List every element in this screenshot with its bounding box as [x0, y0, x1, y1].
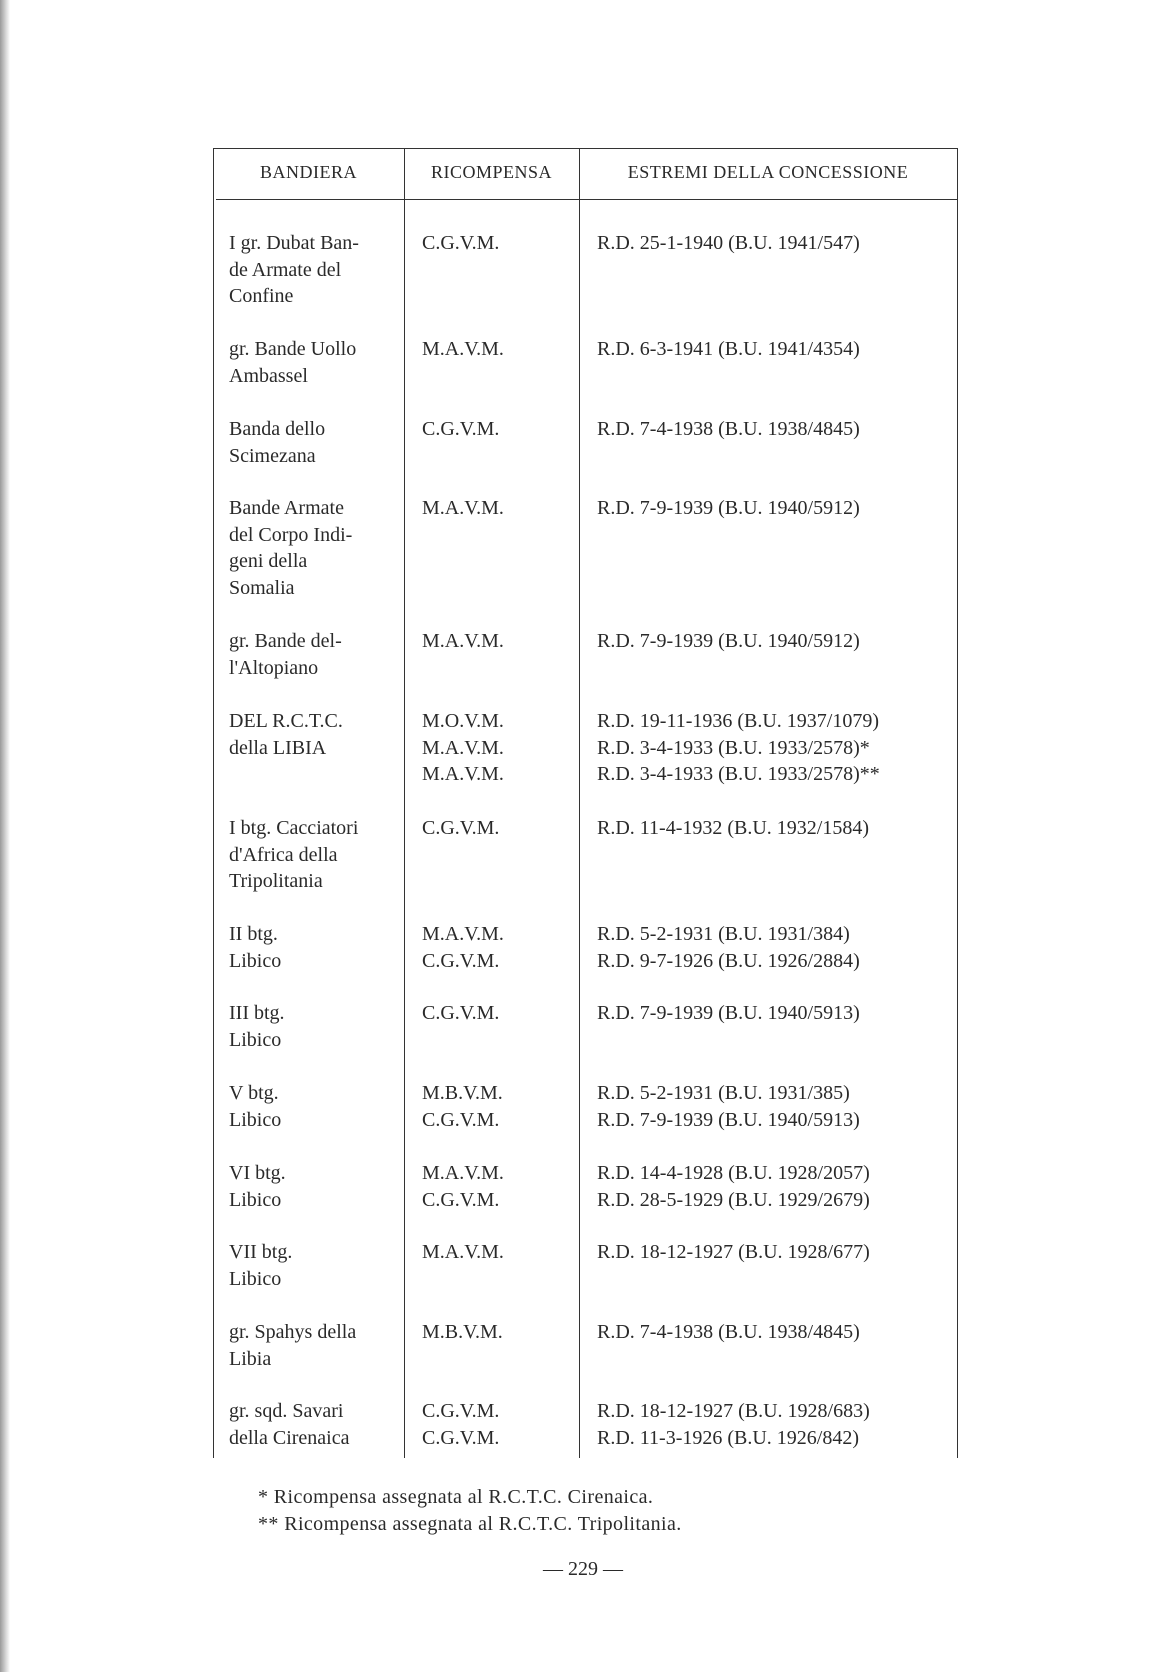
- table-top-rule: [213, 148, 958, 149]
- bandiera-cell: [229, 708, 401, 761]
- cell-line: R.D. 28-5-1929 (B.U. 1929/2679): [597, 1188, 870, 1211]
- table-header-rule: [216, 199, 958, 200]
- cell-line: V btg.: [229, 1082, 279, 1104]
- ricompensa-cell: [422, 1239, 572, 1266]
- estremi-cell: [597, 1239, 957, 1266]
- estremi-cell: [597, 1000, 957, 1027]
- cell-line: VII btg.: [229, 1241, 293, 1263]
- cell-line: della LIBIA: [229, 736, 327, 759]
- cell-line: M.A.V.M.: [422, 923, 504, 945]
- cell-line: R.D. 18-12-1927 (B.U. 1928/683): [597, 1400, 870, 1422]
- cell-line: del Corpo Indi-: [229, 523, 353, 546]
- ricompensa-cell: [422, 1000, 572, 1027]
- cell-line: gr. Bande Uollo: [229, 338, 357, 360]
- cell-line: R.D. 7-9-1939 (B.U. 1940/5913): [597, 1002, 860, 1024]
- cell-line: de Armate del: [229, 258, 342, 281]
- estremi-cell: [597, 336, 957, 363]
- cell-line: R.D. 6-3-1941 (B.U. 1941/4354): [597, 338, 860, 360]
- cell-line: C.G.V.M.: [422, 418, 500, 440]
- estremi-cell: [597, 416, 957, 443]
- cell-line: I gr. Dubat Ban-: [229, 232, 359, 254]
- ricompensa-cell: [422, 230, 572, 257]
- cell-line: Libico: [229, 949, 282, 972]
- cell-line: R.D. 14-4-1928 (B.U. 1928/2057): [597, 1162, 870, 1184]
- cell-line: gr. Bande del-: [229, 630, 342, 652]
- bandiera-cell: [229, 815, 401, 895]
- page-number: — 229 —: [543, 1558, 623, 1580]
- cell-line: gr. sqd. Savari: [229, 1400, 344, 1422]
- estremi-cell: [597, 708, 957, 788]
- ricompensa-cell: [422, 1160, 572, 1213]
- cell-line: Libico: [229, 1108, 282, 1131]
- ricompensa-cell: [422, 708, 572, 788]
- cell-line: Banda dello: [229, 418, 326, 440]
- cell-line: Bande Armate: [229, 497, 344, 519]
- cell-line: DEL R.C.T.C.: [229, 710, 343, 732]
- bandiera-cell: [229, 1160, 401, 1213]
- cell-line: R.D. 5-2-1931 (B.U. 1931/384): [597, 923, 850, 945]
- table-column-rule: [579, 148, 580, 1458]
- cell-line: C.G.V.M.: [422, 1002, 500, 1024]
- estremi-cell: [597, 921, 957, 974]
- footnote: * Ricompensa assegnata al R.C.T.C. Cirenaica.: [258, 1486, 654, 1508]
- cell-line: Ambassel: [229, 364, 308, 387]
- cell-line: M.A.V.M.: [422, 1162, 504, 1184]
- table-column-rule: [404, 148, 405, 1458]
- cell-line: R.D. 7-9-1939 (B.U. 1940/5912): [597, 497, 860, 519]
- cell-line: R.D. 7-4-1938 (B.U. 1938/4845): [597, 1321, 860, 1343]
- cell-line: M.A.V.M.: [422, 497, 504, 519]
- cell-line: C.G.V.M.: [422, 1108, 500, 1131]
- cell-line: M.B.V.M.: [422, 1321, 503, 1343]
- cell-line: R.D. 9-7-1926 (B.U. 1926/2884): [597, 949, 860, 972]
- cell-line: I btg. Cacciatori: [229, 817, 359, 839]
- bandiera-cell: [229, 416, 401, 469]
- bandiera-cell: [229, 1319, 401, 1372]
- cell-line: C.G.V.M.: [422, 232, 500, 254]
- estremi-cell: [597, 1160, 957, 1213]
- cell-line: Tripolitania: [229, 870, 323, 892]
- cell-line: R.D. 7-9-1939 (B.U. 1940/5912): [597, 630, 860, 652]
- bandiera-cell: [229, 1000, 401, 1053]
- cell-line: II btg.: [229, 923, 278, 945]
- cell-line: C.G.V.M.: [422, 1188, 500, 1211]
- ricompensa-cell: [422, 628, 572, 655]
- header-estremi: ESTREMI DELLA CONCESSIONE: [627, 162, 909, 182]
- cell-line: M.B.V.M.: [422, 1082, 503, 1104]
- cell-line: Libico: [229, 1188, 282, 1211]
- cell-line: l'Altopiano: [229, 656, 319, 679]
- estremi-cell: [597, 815, 957, 842]
- estremi-cell: [597, 230, 957, 257]
- estremi-cell: [597, 495, 957, 522]
- cell-line: R.D. 19-11-1936 (B.U. 1937/1079): [597, 710, 880, 732]
- ricompensa-cell: [422, 336, 572, 363]
- cell-line: R.D. 18-12-1927 (B.U. 1928/677): [597, 1241, 870, 1263]
- estremi-cell: [597, 1080, 957, 1133]
- cell-line: Libico: [229, 1267, 282, 1290]
- cell-line: R.D. 5-2-1931 (B.U. 1931/385): [597, 1082, 850, 1104]
- ricompensa-cell: [422, 1080, 572, 1133]
- cell-line: Scimezana: [229, 444, 316, 467]
- bandiera-cell: [229, 1080, 401, 1133]
- cell-line: VI btg.: [229, 1162, 286, 1184]
- bandiera-cell: [229, 230, 401, 310]
- cell-line: M.A.V.M.: [422, 1241, 504, 1263]
- cell-line: M.A.V.M.: [422, 763, 504, 785]
- estremi-cell: [597, 1398, 957, 1451]
- cell-line: R.D. 7-9-1939 (B.U. 1940/5913): [597, 1108, 860, 1131]
- table-column-rule: [957, 148, 958, 1458]
- estremi-cell: [597, 628, 957, 655]
- awards-table: [213, 148, 958, 1458]
- header-bandiera: BANDIERA: [260, 162, 357, 182]
- estremi-cell: [597, 1319, 957, 1346]
- cell-line: R.D. 3-4-1933 (B.U. 1933/2578)*: [597, 736, 870, 759]
- cell-line: R.D. 25-1-1940 (B.U. 1941/547): [597, 232, 860, 254]
- cell-line: R.D. 11-4-1932 (B.U. 1932/1584): [597, 817, 870, 839]
- page-binding-edge: [0, 0, 10, 1672]
- footnote: ** Ricompensa assegnata al R.C.T.C. Tripolitania.: [258, 1513, 682, 1535]
- cell-line: M.A.V.M.: [422, 338, 504, 360]
- cell-line: d'Africa della: [229, 843, 338, 866]
- ricompensa-cell: [422, 1398, 572, 1451]
- bandiera-cell: [229, 495, 401, 601]
- cell-line: C.G.V.M.: [422, 1400, 500, 1422]
- cell-line: C.G.V.M.: [422, 949, 500, 972]
- cell-line: M.A.V.M.: [422, 630, 504, 652]
- cell-line: M.O.V.M.: [422, 710, 504, 732]
- ricompensa-cell: [422, 416, 572, 443]
- cell-line: R.D. 11-3-1926 (B.U. 1926/842): [597, 1426, 860, 1449]
- cell-line: III btg.: [229, 1002, 285, 1024]
- bandiera-cell: [229, 628, 401, 681]
- bandiera-cell: [229, 1239, 401, 1292]
- cell-line: Libico: [229, 1028, 282, 1051]
- cell-line: R.D. 3-4-1933 (B.U. 1933/2578)**: [597, 763, 880, 785]
- cell-line: C.G.V.M.: [422, 1426, 500, 1449]
- cell-line: geni della: [229, 550, 308, 572]
- ricompensa-cell: [422, 495, 572, 522]
- cell-line: R.D. 7-4-1938 (B.U. 1938/4845): [597, 418, 860, 440]
- bandiera-cell: [229, 921, 401, 974]
- cell-line: M.A.V.M.: [422, 736, 504, 759]
- cell-line: Libia: [229, 1347, 272, 1370]
- bandiera-cell: [229, 336, 401, 389]
- ricompensa-cell: [422, 815, 572, 842]
- cell-line: gr. Spahys della: [229, 1321, 357, 1343]
- cell-line: Confine: [229, 285, 294, 307]
- cell-line: Somalia: [229, 576, 295, 599]
- ricompensa-cell: [422, 1319, 572, 1346]
- cell-line: della Cirenaica: [229, 1426, 350, 1449]
- bandiera-cell: [229, 1398, 401, 1451]
- ricompensa-cell: [422, 921, 572, 974]
- header-ricompensa: RICOMPENSA: [430, 162, 553, 182]
- footnotes: [258, 1484, 682, 1538]
- cell-line: C.G.V.M.: [422, 817, 500, 839]
- table-column-rule: [213, 148, 214, 1458]
